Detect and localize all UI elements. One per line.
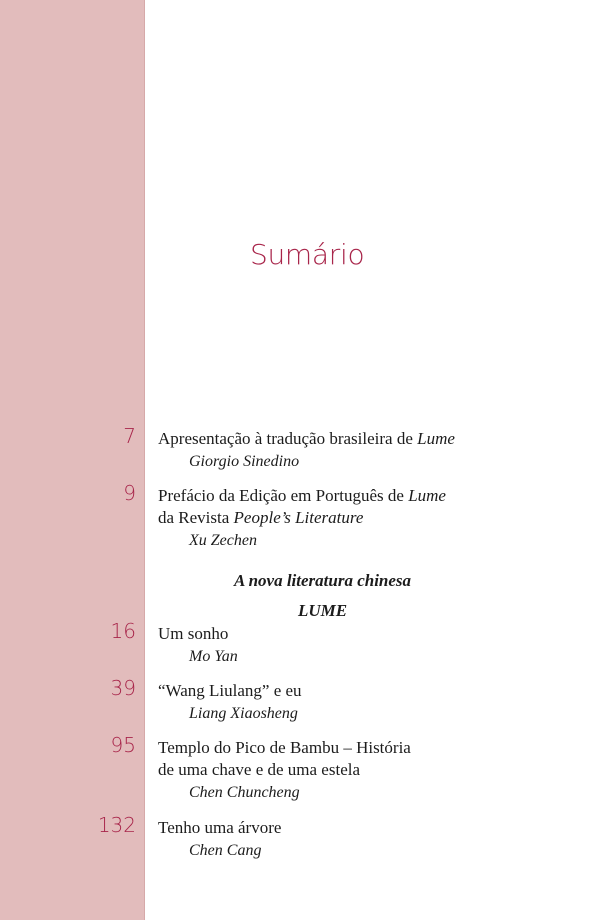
sidebar-band [0, 0, 144, 920]
entry-author: Giorgio Sinedino [189, 453, 300, 470]
page-number: 132 [97, 813, 136, 837]
entry-title: “Wang Liulang” e eu [158, 681, 302, 700]
section-subheading: LUME [297, 601, 348, 620]
entry-title: Prefácio da Edição em Português de Lume [158, 486, 446, 505]
entry-title-line2: de uma chave e de uma estela [158, 760, 361, 779]
entry-title: Tenho uma árvore [158, 818, 282, 837]
entry-author: Xu Zechen [189, 532, 257, 549]
entry-title: Apresentação à tradução brasileira de Lume [158, 429, 455, 448]
page-number: 9 [123, 481, 136, 505]
page-number: 7 [123, 424, 136, 448]
entry-author: Liang Xiaosheng [189, 705, 298, 722]
entry-title: Um sonho [158, 624, 229, 643]
sidebar-edge [144, 0, 145, 920]
entry-author: Chen Chuncheng [189, 784, 300, 801]
entry-author: Chen Cang [189, 842, 262, 859]
entry-title-line2: da Revista People’s Literature [158, 508, 364, 527]
page-number: 16 [110, 619, 136, 643]
page-number: 39 [110, 676, 136, 700]
entry-author: Mo Yan [189, 648, 238, 665]
page-title: Sumário [250, 238, 365, 271]
page-number: 95 [110, 733, 136, 757]
section-heading: A nova literatura chinesa [233, 571, 412, 590]
entry-title: Templo do Pico de Bambu – História [158, 738, 411, 757]
